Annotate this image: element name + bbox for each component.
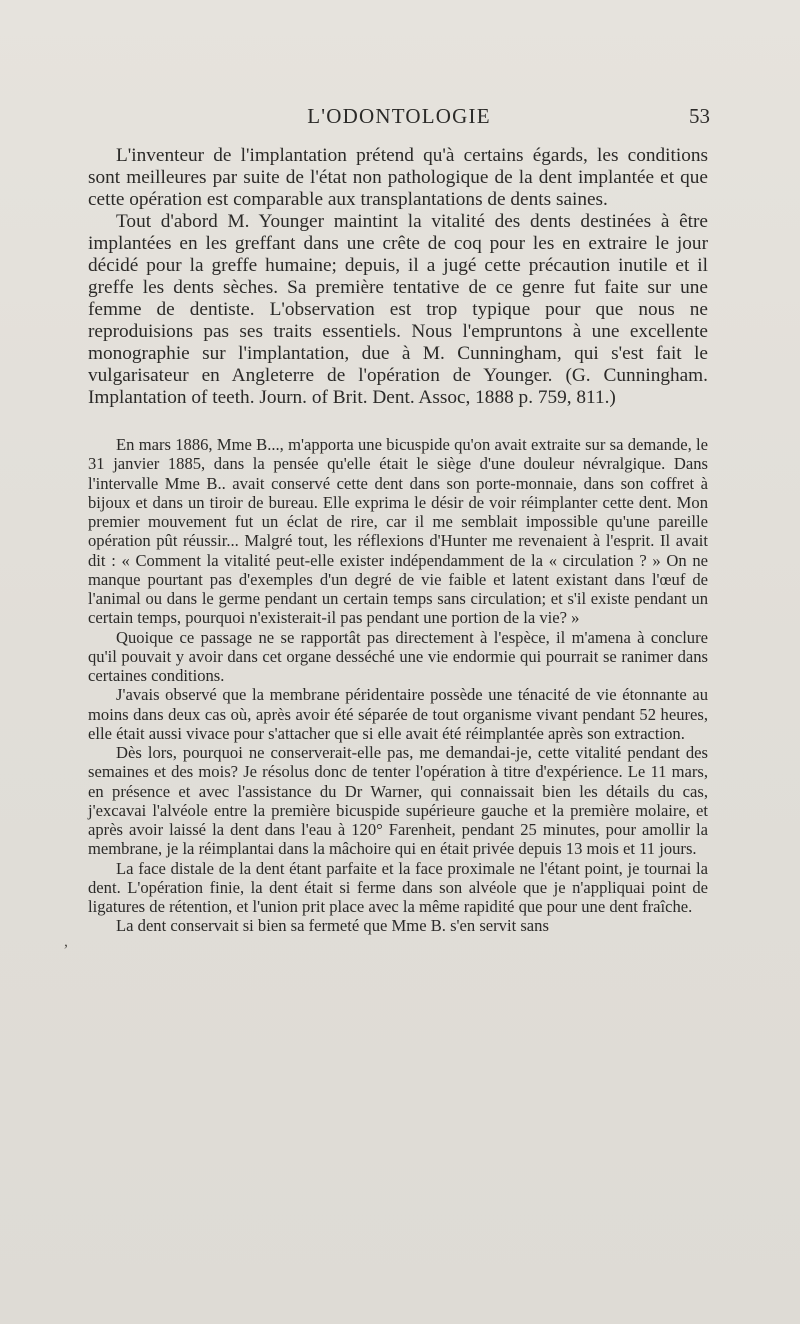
quote-paragraph-6: La dent conservait si bien sa fermeté que Mme B. s'en servit sans [116, 916, 549, 936]
paragraph-2: Tout d'abord M. Younger maintint la vitalité des dents destinées à être implantées en les greffant dans une crête de coq pour les en extraire le jour décidé pour la greffe humaine; depuis, il a jugé cette précaution inutile et il greffe les dents sèches. Sa première tentative de ce genre fut faite sur une femme de dentiste. L'observation est trop typique pour que nous ne reproduisions pas ses traits essentiels. Nous l'empruntons à une excellente monographie sur l'implantation, due à M. Cunningham, qui s'est fait le vulgarisateur en Angleterre de l'opération de Younger. (G. Cunningham. Implantation of teeth. Journ. of Brit. Dent. Assoc, 1888 p. 759, 811.) [88, 211, 708, 408]
quote-paragraph-4: Dès lors, pourquoi ne conserverait-elle pas, me demandai-je, cette vitalité pendant des semaines et des mois? Je résolus donc de tenter l'opération à titre d'expérience. Le 11 mars, en présence et avec l'assistance du Dr Warner, qui connaissait bien les détails du cas, j'excavai l'alvéole entre la première bicuspide supérieure gauche et la première molaire, et après avoir laissé la dent dans l'eau à 120° Farenheit, pendant 25 minutes, pour amollir la membrane, je la réimplantai dans la mâchoire qui en était privée depuis 13 mois et 11 jours. [88, 743, 708, 859]
quote-paragraph-2: Quoique ce passage ne se rapportât pas directement à l'espèce, il m'amena à conclure qu'il pouvait y avoir dans cet organe desséché une vie endormie qui pourrait se ranimer dans certaines conditions. [88, 627, 708, 685]
running-title: L'ODONTOLOGIE [307, 104, 491, 128]
section-gap [88, 409, 708, 435]
quote-paragraph-3: J'avais observé que la membrane péridentaire possède une ténacité de vie étonnante au moins dans deux cas où, après avoir été séparée de tout organisme vivant pendant 52 heures, elle était aussi vivace pour s'attacher que si elle avait été réimplantée après son extraction. [88, 685, 708, 743]
paragraph-1: L'inventeur de l'implantation prétend qu'à certains égards, les conditions sont meilleures par suite de l'état non pathologique de la dent implantée et que cette opération est comparable aux transplantations de dents saines. [88, 145, 708, 210]
page-number: 53 [689, 104, 710, 128]
body-text [88, 145, 708, 936]
quote-paragraph-1: En mars 1886, Mme B..., m'apporta une bicuspide qu'on avait extraite sur sa demande, le 31 janvier 1885, dans la pensée qu'elle était le siège d'une douleur névralgique. Dans l'intervalle Mme B.. avait conservé cette dent dans son porte-monnaie, dans son coffret à bijoux et dans un tiroir de bureau. Elle exprima le désir de voir réimplanter cette dent. Mon premier mouvement fut un éclat de rire, car il me semblait impossible qu'une pareille opération pût réussir... Malgré tout, les réflexions d'Hunter me revenaient à l'esprit. Il avait dit : « Comment la vitalité peut-elle exister indépendamment de la « circulation ? » On ne manque pourtant pas d'exemples d'un degré de vie faible et latent existant dans l'œuf de l'animal ou dans le germe pendant un certain temps sans circulation; et s'il existe pendant un certain temps, pourquoi n'existerait-il pas pendant une portion de la vie? » [88, 435, 708, 628]
quote-paragraph-5: La face distale de la dent étant parfaite et la face proximale ne l'étant point, je tournai la dent. L'opération finie, la dent était si ferme dans son alvéole que je n'appliquai point de ligatures de rétention, et l'union prit place avec la même rapidité que pour une dent fraîche. [88, 858, 708, 916]
running-head [88, 104, 710, 134]
stray-mark: , [64, 933, 68, 950]
